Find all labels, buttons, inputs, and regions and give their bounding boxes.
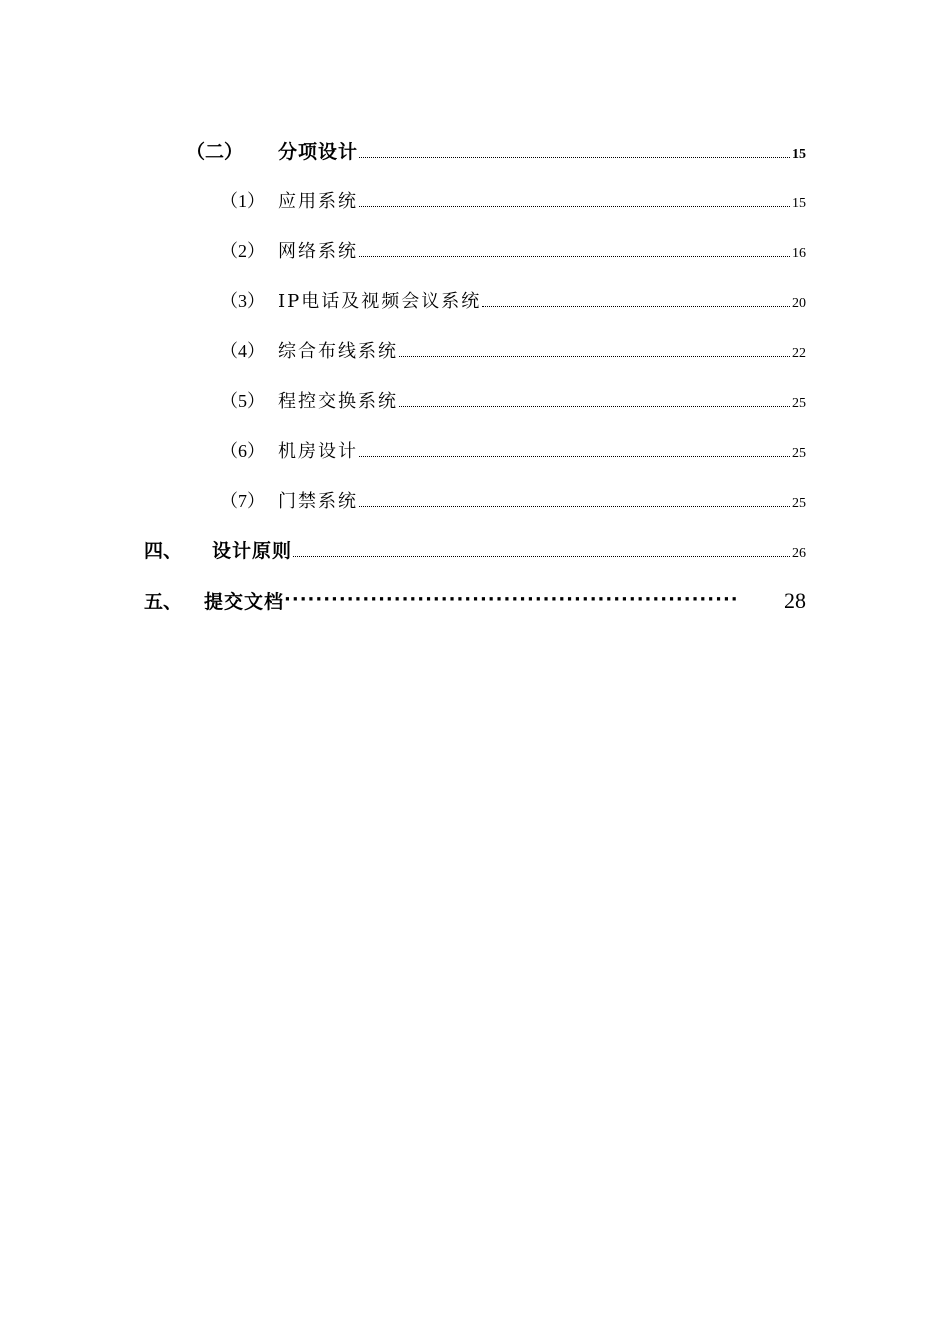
toc-entry-item-2[interactable] — [220, 235, 806, 263]
toc-entry-number: （5） — [220, 391, 265, 411]
toc-entry-number: （6） — [220, 441, 265, 461]
dot-leader — [359, 256, 790, 257]
toc-entry-page-number: 25 — [792, 496, 806, 511]
toc-entry-chapter-4[interactable] — [144, 535, 806, 563]
toc-entry-page-number: 20 — [792, 296, 806, 311]
toc-entry-item-7[interactable] — [220, 485, 806, 513]
toc-entry-chapter-5[interactable] — [144, 584, 806, 614]
toc-entry-page-number: 15 — [792, 147, 806, 162]
toc-entry-page-number: 16 — [792, 246, 806, 261]
toc-entry-number: （2） — [220, 241, 265, 261]
toc-entry-number: （二） — [186, 141, 244, 163]
toc-entry-section-2[interactable] — [186, 136, 806, 164]
dot-leader — [293, 556, 790, 557]
dot-leader — [359, 157, 790, 158]
toc-entry-item-4[interactable] — [220, 335, 806, 363]
dot-leader: ·························································· — [284, 589, 739, 610]
toc-entry-page-number: 25 — [792, 446, 806, 461]
toc-entry-item-1[interactable] — [220, 185, 806, 213]
toc-entry-page-number: 15 — [792, 196, 806, 211]
toc-entry-page-number: 26 — [792, 546, 806, 561]
toc-entry-number: 四、 — [144, 540, 183, 562]
toc-entry-item-6[interactable] — [220, 435, 806, 463]
toc-entry-item-5[interactable] — [220, 385, 806, 413]
toc-entry-title: 综合布线系统 — [278, 341, 398, 362]
toc-entry-title: IP电话及视频会议系统 — [278, 291, 482, 312]
toc-entry-page-number: 28 — [784, 588, 806, 613]
toc-entry-title: 设计原则 — [212, 540, 293, 562]
dot-leader — [359, 206, 790, 207]
toc-entry-title: 分项设计 — [278, 141, 359, 163]
toc-entry-title: 网络系统 — [278, 241, 358, 262]
toc-entry-page-number: 22 — [792, 346, 806, 361]
toc-entry-title: 程控交换系统 — [278, 391, 398, 412]
toc-entry-title: 提交文档 — [204, 591, 285, 613]
toc-entry-page-number: 25 — [792, 396, 806, 411]
dot-leader — [399, 356, 790, 357]
toc-entry-number: 五、 — [144, 591, 183, 613]
toc-entry-number: （4） — [220, 341, 265, 361]
dot-leader — [399, 406, 790, 407]
dot-leader — [482, 306, 790, 307]
dot-leader — [359, 506, 790, 507]
toc-entry-number: （3） — [220, 291, 265, 311]
toc-entry-number: （1） — [220, 191, 265, 211]
toc-entry-title: 机房设计 — [278, 441, 358, 462]
dot-leader — [359, 456, 790, 457]
toc-entry-item-3[interactable] — [220, 285, 806, 313]
toc-entry-number: （7） — [220, 491, 265, 511]
toc-entry-title: 门禁系统 — [278, 491, 358, 512]
toc-entry-title: 应用系统 — [278, 191, 358, 212]
